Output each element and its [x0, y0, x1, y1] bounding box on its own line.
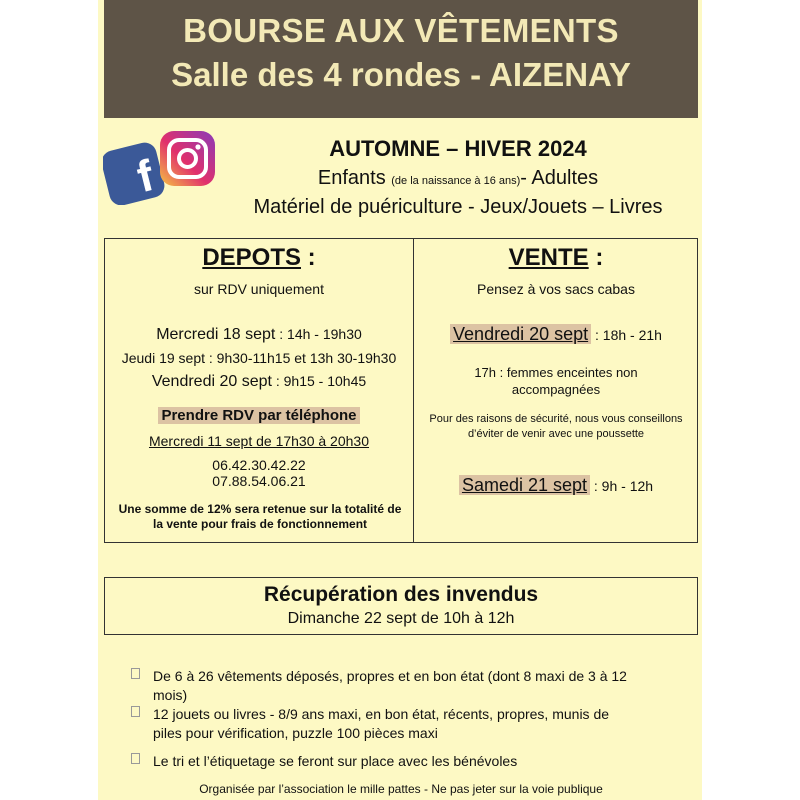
- rdv-label: Prendre RDV par téléphone: [105, 407, 413, 425]
- svg-text:f: f: [132, 151, 159, 203]
- vente-subtitle: Pensez à vos sacs cabas: [477, 281, 635, 297]
- depots-subtitle: sur RDV uniquement: [194, 281, 324, 297]
- phone-2: 07.88.54.06.21: [212, 473, 306, 489]
- categories-line: Matériel de puériculture - Jeux/Jouets – Livres: [253, 196, 663, 218]
- audience-children-note: (de la naissance à 16 ans): [391, 175, 521, 187]
- event-location: Salle des 4 rondes - AIZENAY: [171, 56, 631, 93]
- rule-item: Le tri et l’étiquetage se feront sur place avec les bénévoles: [131, 752, 631, 771]
- schedule-table: [104, 238, 698, 543]
- recuperation-box: [104, 577, 698, 635]
- vente-column: [414, 239, 698, 542]
- depots-heading: DEPOTS :: [202, 244, 316, 271]
- depots-column: [105, 239, 413, 542]
- title-banner: [104, 0, 698, 118]
- audience-line: [220, 167, 696, 190]
- bullet-icon: [131, 753, 140, 764]
- vente-day-2: Samedi 21 sept : 9h - 12h: [414, 475, 698, 496]
- facebook-icon: [103, 140, 167, 205]
- vente-note: 17h : femmes enceintes non accompagnées: [474, 365, 638, 397]
- vente-day-1: Vendredi 20 sept : 18h - 21h: [414, 324, 698, 345]
- instagram-icon: [160, 131, 215, 186]
- bullet-icon: [131, 668, 140, 679]
- rule-item: 12 jouets ou livres - 8/9 ans maxi, en bon état, récents, propres, munis de piles pour vérification, puzzle 100 pièces maxi: [131, 705, 631, 743]
- recuperation-when: Dimanche 22 sept de 10h à 12h: [287, 610, 515, 627]
- rule-item: De 6 à 26 vêtements déposés, propres et en bon état (dont 8 maxi de 3 à 12 mois): [131, 667, 631, 705]
- vente-heading: VENTE :: [508, 244, 604, 271]
- social-icons: [103, 130, 218, 205]
- safety-note: Pour des raisons de sécurité, nous vous conseillons d’éviter de venir avec une poussette: [429, 413, 683, 440]
- season-title: AUTOMNE – HIVER 2024: [329, 136, 587, 161]
- depot-day-1: Mercredi 18 sept : 14h - 19h30: [156, 326, 362, 343]
- depot-day-2: Jeudi 19 sept : 9h30-11h15 et 13h 30-19h30: [121, 350, 397, 366]
- audience-children: Enfants: [317, 167, 386, 189]
- phone-1: 06.42.30.42.22: [212, 457, 306, 473]
- bullet-icon: [131, 706, 140, 717]
- recuperation-title: Récupération des invendus: [263, 583, 539, 606]
- audience-adults: - Adultes: [520, 167, 599, 189]
- event-title: BOURSE AUX VÊTEMENTS: [183, 12, 619, 49]
- rdv-when: Mercredi 11 sept de 17h30 à 20h30: [148, 433, 369, 449]
- fee-note: Une somme de 12% sera retenue sur la totalité de la vente pour frais de fonctionnement: [118, 502, 402, 531]
- footer-note: Organisée par l’association le mille pattes - Ne pas jeter sur la voie publique: [199, 782, 603, 796]
- depot-day-3: Vendredi 20 sept : 9h15 - 10h45: [151, 373, 367, 390]
